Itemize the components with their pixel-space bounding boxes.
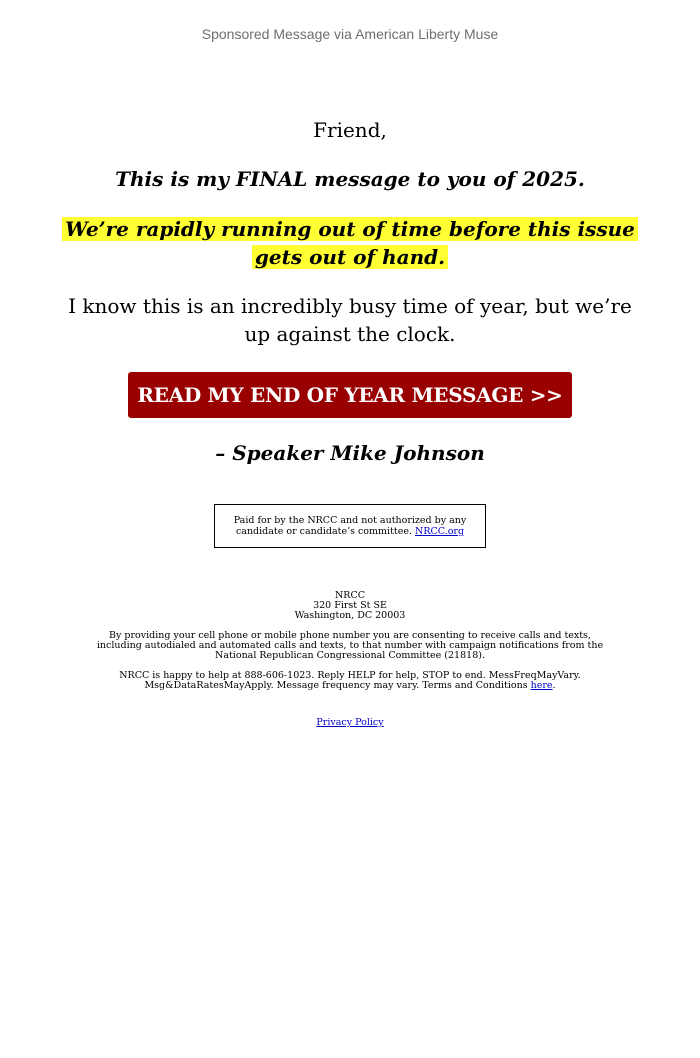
street-address: 320 First St SE <box>313 600 387 611</box>
sms-consent-text: By providing your cell phone or mobile phone number you are consenting to receive calls and texts, including autodialed and automated calls and texts, to that number with campaign notifications from the National Republican Congressional Committee (21818). <box>96 630 604 661</box>
org-name: NRCC <box>334 590 365 601</box>
paid-for-text: Paid for by the NRCC and not authorized by any candidate or candidate’s committee. <box>233 515 467 537</box>
final-message-line: This is my FINAL message to you of 2025. <box>115 167 585 191</box>
terms-link[interactable]: here <box>530 680 553 691</box>
busy-time-line: I know this is an incredibly busy time of year, but we’re up against the clock. <box>68 294 632 346</box>
sponsor-banner: Sponsored Message via American Liberty Muse <box>201 26 499 42</box>
paid-for-disclaimer-box <box>214 504 486 548</box>
privacy-section <box>0 718 700 728</box>
greeting: Friend, <box>313 118 387 142</box>
terms-suffix: . <box>552 680 556 691</box>
urgent-line <box>40 215 660 271</box>
privacy-policy-link[interactable]: Privacy Policy <box>316 717 384 728</box>
paid-for-disclaimer <box>215 515 485 537</box>
help-text <box>95 671 605 691</box>
nrcc-org-link[interactable]: NRCC.org <box>415 526 465 537</box>
mailing-address <box>0 591 700 621</box>
signature: – Speaker Mike Johnson <box>215 441 485 465</box>
help-text-body: NRCC is happy to help at 888-606-1023. Reply HELP for help, STOP to end. MessFreqMayVary. Msg&DataRatesMayApply. Message frequency may vary. Terms and Conditions <box>119 670 581 691</box>
city-state-zip: Washington, DC 20003 <box>294 610 406 621</box>
highlighted-urgent-text: We’re rapidly running out of time before this issue gets out of hand. <box>62 217 638 269</box>
read-message-button[interactable]: READ MY END OF YEAR MESSAGE >> <box>128 372 572 418</box>
